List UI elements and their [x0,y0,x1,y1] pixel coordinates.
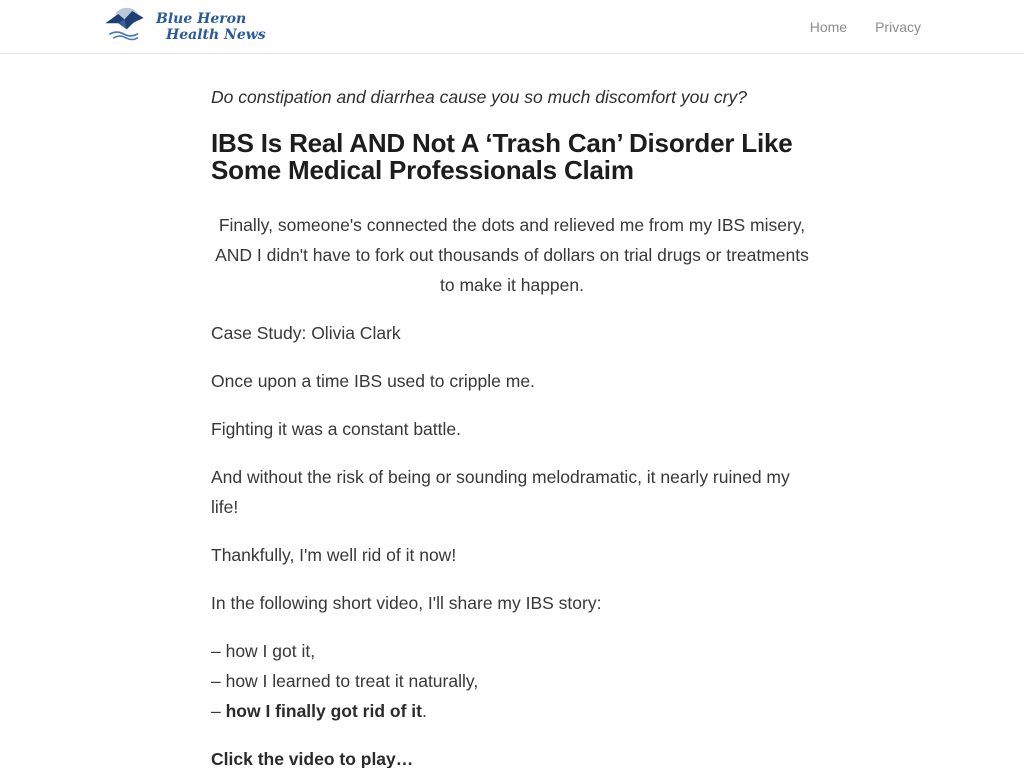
site-logo[interactable] [103,4,266,49]
article-content [211,54,813,768]
list-item-bold-text: how I finally got rid of it [225,701,422,721]
site-logo-text [156,11,266,43]
paragraph-fighting: Fighting it was a constant battle. [211,419,461,439]
list-item: – how I learned to treat it naturally, [211,671,479,691]
site-header [0,0,1024,54]
paragraph-melodramatic: And without the risk of being or sounding melodramatic, it nearly ruined my life! [211,467,790,517]
paragraph-once-upon: Once upon a time IBS used to cripple me. [211,371,535,391]
list-item: – how I finally got rid of it. [211,701,427,721]
paragraph-case-study: Case Study: Olivia Clark [211,323,401,343]
header-inner [103,4,921,49]
logo-line-2: Health News [166,26,266,43]
nav-privacy-link[interactable]: Privacy [875,18,921,35]
logo-line-1: Blue Heron [156,10,247,27]
list-item: – how I got it, [211,641,316,661]
lead-paragraph: Finally, someone's connected the dots and relieved me from my IBS misery, AND I didn't have to fork out thousands of dollars on trial drugs or treatments to make it happen. [215,215,809,295]
video-points-list [211,636,813,726]
click-video-cta: Click the video to play… [211,749,414,768]
intro-question: Do constipation and diarrhea cause you so much discomfort you cry? [211,87,747,107]
heron-logo-icon [103,4,149,49]
page-title: IBS Is Real AND Not A ‘Trash Can’ Disorder Like Some Medical Professionals Claim [211,128,793,185]
main-nav [782,19,921,35]
paragraph-thankfully: Thankfully, I'm well rid of it now! [211,545,457,565]
paragraph-short-video: In the following short video, I'll share my IBS story: [211,593,602,613]
nav-home-link[interactable]: Home [809,18,848,35]
